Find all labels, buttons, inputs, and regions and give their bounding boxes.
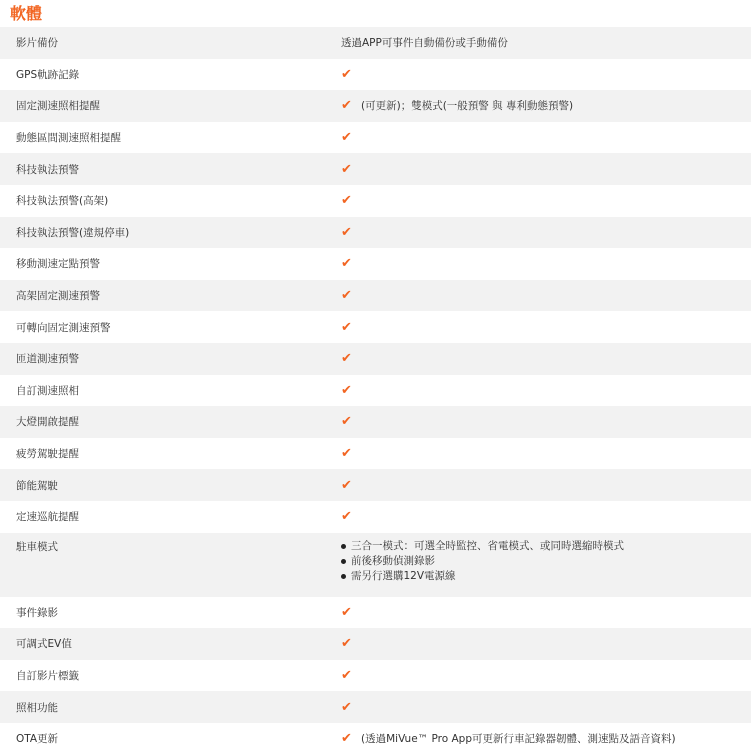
- bullet-icon: [341, 544, 346, 549]
- spec-row: [0, 59, 751, 91]
- spec-label: GPS軌跡記錄: [0, 67, 327, 82]
- spec-value: [327, 225, 751, 240]
- spec-row: [0, 248, 751, 280]
- spec-value: [327, 414, 751, 429]
- spec-rows-after: [0, 597, 751, 754]
- spec-row: [0, 438, 751, 470]
- spec-value: [327, 256, 751, 271]
- spec-label: 事件錄影: [0, 605, 327, 620]
- spec-value: [327, 605, 751, 620]
- spec-label: 大燈開啟提醒: [0, 414, 327, 429]
- spec-label: 定速巡航提醒: [0, 509, 327, 524]
- checkmark-icon: ✔: [341, 478, 355, 493]
- spec-row-parking-mode: [0, 533, 751, 597]
- spec-value-text: 透過APP可事件自動備份或手動備份: [341, 35, 508, 50]
- spec-row: [0, 343, 751, 375]
- spec-label: 科技執法預警(高架): [0, 193, 327, 208]
- spec-value: [327, 636, 751, 651]
- spec-value-text: (透過MiVue™ Pro App可更新行車記錄器韌體、測速點及語音資料): [361, 731, 676, 746]
- checkmark-icon: ✔: [341, 288, 355, 303]
- checkmark-icon: ✔: [341, 446, 355, 461]
- spec-row: [0, 628, 751, 660]
- bullet-icon: [341, 559, 346, 564]
- spec-row: [0, 406, 751, 438]
- checkmark-icon: ✔: [341, 605, 355, 620]
- spec-value: [327, 668, 751, 683]
- checkmark-icon: ✔: [341, 320, 355, 335]
- spec-label: 駐車模式: [0, 539, 327, 554]
- checkmark-icon: ✔: [341, 162, 355, 177]
- spec-value: [327, 351, 751, 366]
- checkmark-icon: ✔: [341, 225, 355, 240]
- spec-label: 影片備份: [0, 35, 327, 50]
- spec-row: [0, 375, 751, 407]
- checkmark-icon: ✔: [341, 67, 355, 82]
- checkmark-icon: ✔: [341, 700, 355, 715]
- spec-label: 照相功能: [0, 700, 327, 715]
- spec-label: 科技執法預警: [0, 162, 327, 177]
- spec-label: 匝道測速預警: [0, 351, 327, 366]
- spec-row: [0, 501, 751, 533]
- section-title: 軟體: [0, 0, 751, 27]
- spec-label: 疲勞駕駛提醒: [0, 446, 327, 461]
- spec-row: [0, 723, 751, 754]
- spec-label: 可轉向固定測速預警: [0, 320, 327, 335]
- spec-label: 可調式EV值: [0, 636, 327, 651]
- spec-value: [327, 67, 751, 82]
- checkmark-icon: ✔: [341, 98, 355, 113]
- spec-value: [327, 700, 751, 715]
- spec-row: [0, 90, 751, 122]
- spec-value: [327, 446, 751, 461]
- spec-row: [0, 217, 751, 249]
- spec-value: [327, 98, 751, 113]
- checkmark-icon: ✔: [341, 636, 355, 651]
- spec-value: [327, 509, 751, 524]
- checkmark-icon: ✔: [341, 256, 355, 271]
- spec-label: 自訂影片標籤: [0, 668, 327, 683]
- bullet-text: 前後移動偵測錄影: [351, 554, 435, 569]
- spec-value: [327, 383, 751, 398]
- checkmark-icon: ✔: [341, 668, 355, 683]
- bullet-text: 三合一模式：可選全時監控、省電模式、或同時選縮時模式: [351, 539, 624, 554]
- spec-row: [0, 311, 751, 343]
- spec-row: [0, 185, 751, 217]
- spec-value: [327, 320, 751, 335]
- spec-label: 固定測速照相提醒: [0, 98, 327, 113]
- checkmark-icon: ✔: [341, 130, 355, 145]
- spec-value: [327, 288, 751, 303]
- spec-label: 自訂測速照相: [0, 383, 327, 398]
- spec-row: [0, 691, 751, 723]
- spec-value: [327, 193, 751, 208]
- bullet-icon: [341, 574, 346, 579]
- spec-row: [0, 122, 751, 154]
- spec-value: [327, 478, 751, 493]
- checkmark-icon: ✔: [341, 731, 355, 746]
- bullet-item: [341, 554, 624, 569]
- spec-value: [327, 731, 751, 746]
- spec-label: OTA更新: [0, 731, 327, 746]
- spec-table: [0, 27, 751, 754]
- parking-mode-bullets: [341, 539, 624, 584]
- checkmark-icon: ✔: [341, 414, 355, 429]
- spec-row: [0, 153, 751, 185]
- spec-value: [327, 539, 751, 584]
- checkmark-icon: ✔: [341, 351, 355, 366]
- bullet-text: 需另行選購12V電源線: [351, 569, 456, 584]
- spec-label: 科技執法預警(違規停車): [0, 225, 327, 240]
- spec-row: [0, 660, 751, 692]
- spec-row: [0, 469, 751, 501]
- checkmark-icon: ✔: [341, 509, 355, 524]
- checkmark-icon: ✔: [341, 193, 355, 208]
- spec-rows: [0, 27, 751, 533]
- spec-label: 高架固定測速預警: [0, 288, 327, 303]
- spec-label: 移動測速定點預警: [0, 256, 327, 271]
- bullet-item: [341, 539, 624, 554]
- spec-row: [0, 280, 751, 312]
- spec-value: [327, 35, 751, 50]
- spec-value-text: (可更新)；雙模式(一般預警 與 專利動態預警): [361, 98, 573, 113]
- spec-label: 動態區間測速照相提醒: [0, 130, 327, 145]
- spec-value: [327, 130, 751, 145]
- spec-row: [0, 597, 751, 629]
- spec-label: 節能駕駛: [0, 478, 327, 493]
- checkmark-icon: ✔: [341, 383, 355, 398]
- spec-row: [0, 27, 751, 59]
- bullet-item: [341, 569, 624, 584]
- spec-value: [327, 162, 751, 177]
